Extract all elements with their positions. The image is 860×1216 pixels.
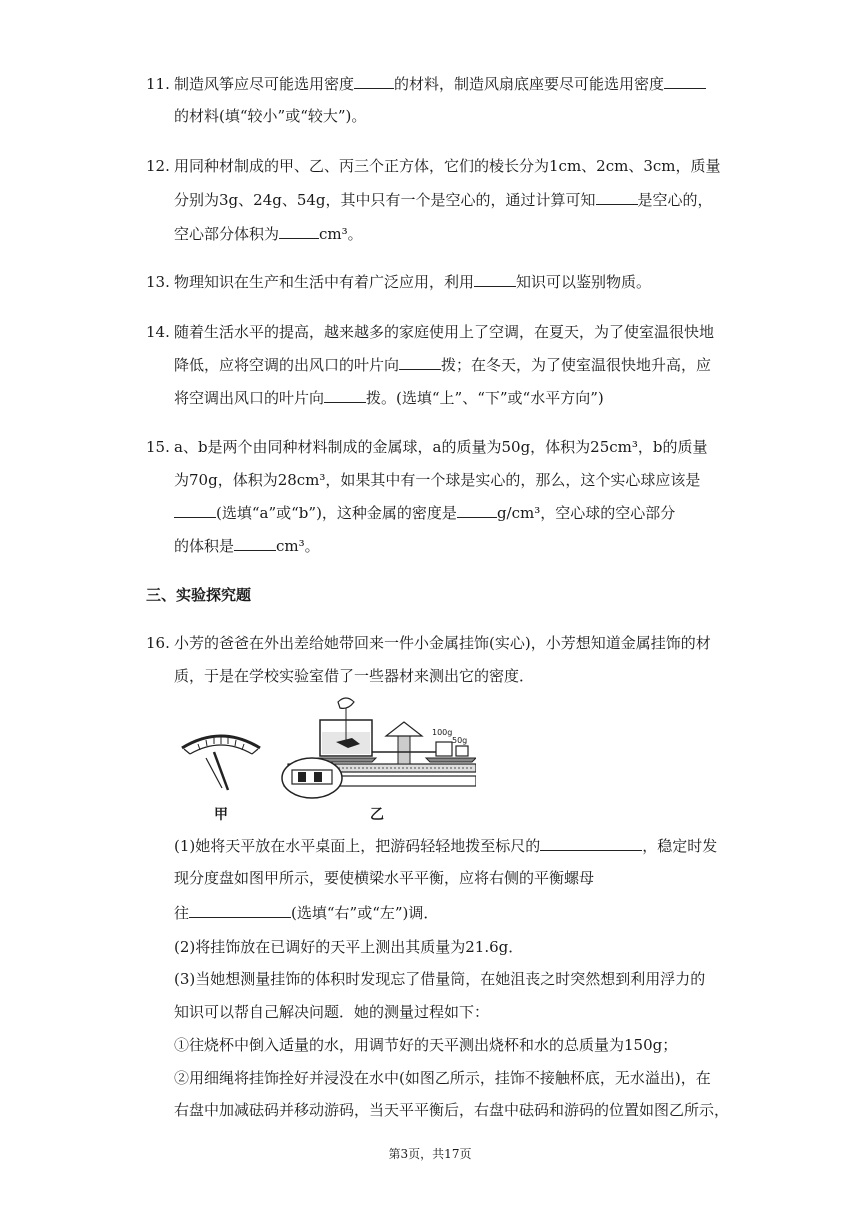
text-segment: ，稳定时发 [642, 837, 718, 855]
question-text: 质，于是在学校实验室借了一些器材来测出它的密度． [174, 667, 535, 685]
figure-label-yi: 乙 [370, 807, 384, 823]
text-segment: (1)她将天平放在水平桌面上，把游码轻轻地拨至标尺的 [174, 837, 541, 855]
answer-blank[interactable] [399, 355, 441, 370]
scale-dial [182, 736, 260, 790]
text-segment: 制造风筝应尽可能选用密度 [174, 75, 355, 93]
answer-blank[interactable] [324, 388, 366, 403]
question-text [174, 74, 706, 94]
question-text: 知识可以帮自己解决问题．她的测量过程如下： [174, 1003, 490, 1021]
text-segment: 拨。(选填“上”、“下”或“水平方向”) [366, 389, 604, 407]
answer-blank[interactable] [174, 503, 216, 518]
question-text [174, 190, 713, 210]
answer-blank[interactable] [474, 272, 516, 287]
text-segment: g/cm³，空心球的空心部分 [496, 504, 676, 522]
answer-blank[interactable] [189, 903, 291, 918]
question-text [174, 355, 711, 375]
balance-figure [176, 694, 476, 824]
text-segment: (选填“右”或“左”)调． [291, 904, 439, 922]
question-text [174, 836, 717, 856]
text-segment: (选填“a”或“b”)，这种金属的密度是 [216, 504, 457, 522]
answer-blank[interactable] [354, 74, 394, 89]
question-text: 小芳的爸爸在外出差给她带回来一件小金属挂饰(实心)，小芳想知道金属挂饰的材 [174, 634, 711, 652]
balance [282, 698, 476, 798]
answer-blank[interactable] [664, 74, 706, 89]
question-text: ①往烧杯中倒入适量的水，用调节好的天平测出烧杯和水的总质量为150g； [174, 1036, 678, 1054]
question-text: 用同种材制成的甲、乙、丙三个正方体，它们的棱长分为1cm、2cm、3cm，质量 [174, 157, 721, 175]
text-segment: 的体积是 [174, 537, 235, 555]
balance-diagram [176, 694, 476, 804]
question-text: 的材料(填“较小”或“较大”)。 [174, 107, 367, 125]
text-segment: 降低，应将空调的出风口的叶片向 [174, 356, 400, 374]
answer-blank[interactable] [457, 503, 497, 518]
question-text: (2)将挂饰放在已调好的天平上测出其质量为21.6g． [174, 938, 524, 956]
text-segment: cm³。 [276, 537, 320, 555]
question-text [174, 503, 675, 523]
text-segment: 拨；在冬天，为了使室温很快地升高，应 [441, 356, 712, 374]
question-text: (3)当她想测量挂饰的体积时发现忘了借量筒，在她沮丧之时突然想到利用浮力的 [174, 970, 706, 988]
text-segment: 物理知识在生产和生活中有着广泛应用，利用 [174, 273, 475, 291]
question-text [174, 388, 604, 408]
text-segment: 空心部分体积为 [174, 225, 280, 243]
question-text [174, 224, 363, 244]
section-heading: 三、实验探究题 [146, 586, 252, 604]
question-number: 16. [146, 634, 170, 652]
answer-blank[interactable] [596, 190, 638, 205]
question-text: 右盘中加减砝码并移动游码，当天平平衡后，右盘中砝码和游码的位置如图乙所示， [174, 1101, 730, 1119]
text-segment: 分别为3g、24g、54g，其中只有一个是空心的，通过计算可知 [174, 191, 596, 209]
question-text [174, 536, 320, 556]
text-segment: 是空心的， [637, 191, 713, 209]
answer-blank[interactable] [540, 836, 642, 851]
answer-blank[interactable] [279, 224, 319, 239]
page-footer: 第3页，共17页 [388, 1147, 472, 1161]
text-segment: cm³。 [319, 225, 363, 243]
text-segment: 的材料，制造风扇底座要尽可能选用密度 [394, 75, 665, 93]
question-text: a、b是两个由同种材料制成的金属球，a的质量为50g，体积为25cm³，b的质量 [174, 438, 708, 456]
weight-label-100g: 100g [432, 728, 453, 737]
question-number: 11. [146, 75, 170, 93]
question-text: 随着生活水平的提高，越来越多的家庭使用上了空调，在夏天，为了使室温很快地 [174, 323, 715, 341]
question-number: 12. [146, 157, 170, 175]
question-text: 为70g，体积为28cm³，如果其中有一个球是实心的，那么，这个实心球应该是 [174, 471, 701, 489]
question-text [174, 903, 438, 923]
text-segment: 将空调出风口的叶片向 [174, 389, 325, 407]
text-segment: 知识可以鉴别物质。 [516, 273, 652, 291]
question-number: 13. [146, 273, 170, 291]
weight-label-50g: 50g [452, 736, 468, 745]
question-text [174, 272, 651, 292]
question-text: ②用细绳将挂饰拴好并浸没在水中(如图乙所示，挂饰不接触杯底，无水溢出)，在 [174, 1069, 711, 1087]
figure-label-jia: 甲 [214, 807, 228, 823]
question-number: 14. [146, 323, 170, 341]
question-text: 现分度盘如图甲所示，要使横梁水平平衡，应将右侧的平衡螺母 [174, 869, 595, 887]
question-number: 15. [146, 438, 170, 456]
text-segment: 往 [174, 904, 190, 922]
answer-blank[interactable] [234, 536, 276, 551]
